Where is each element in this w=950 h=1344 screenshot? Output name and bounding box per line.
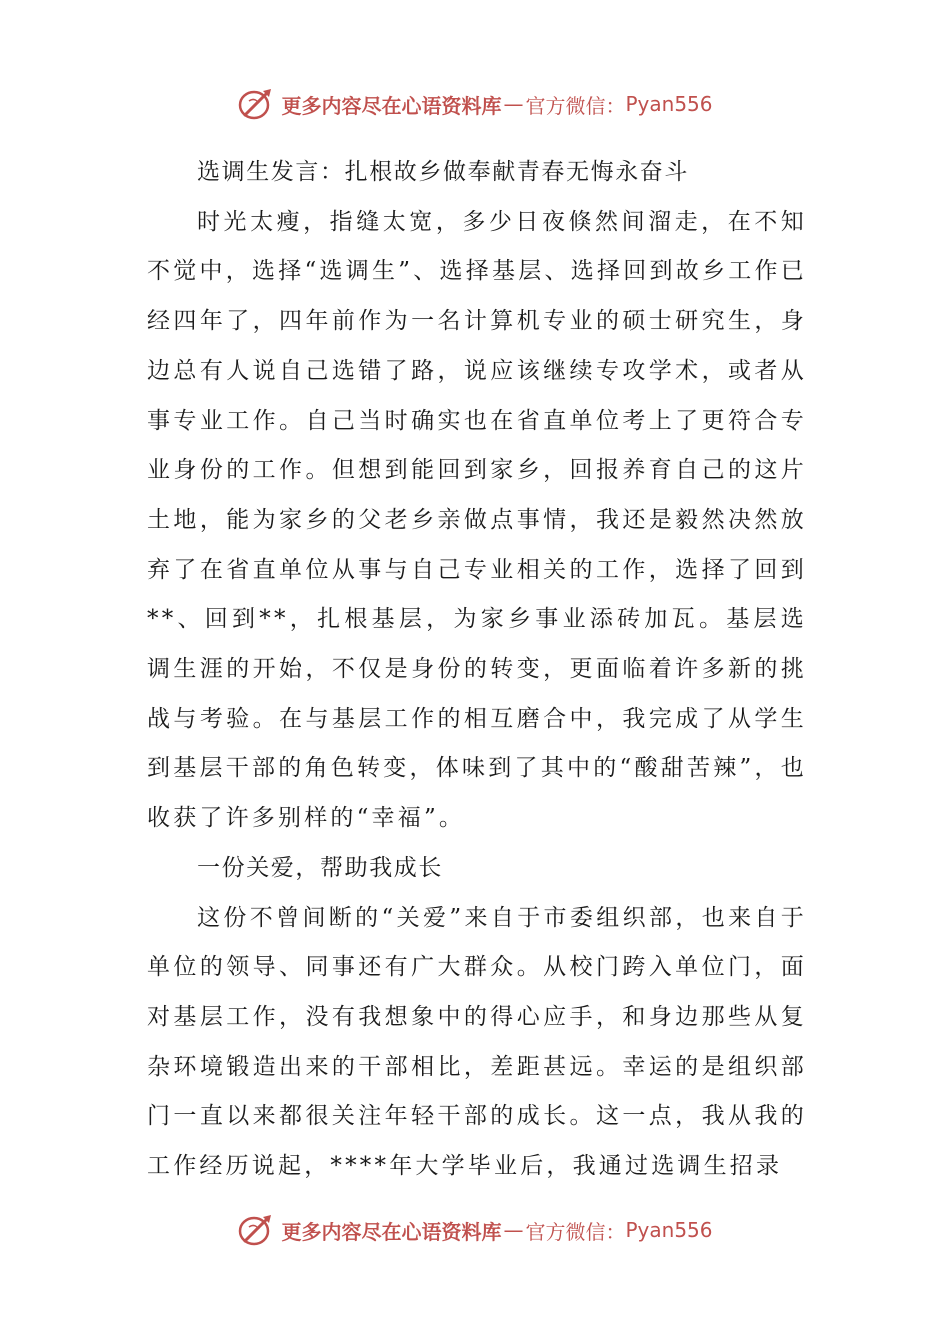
watermark-footer [0, 1210, 950, 1250]
watermark-dash: — [503, 92, 524, 116]
pen-circle-logo-icon [237, 1213, 275, 1247]
section-heading: 一份关爱，帮助我成长 [197, 854, 443, 881]
watermark-text: 更多内容尽在心语资料库 [281, 1219, 502, 1244]
pen-circle-logo-icon [237, 87, 275, 121]
paragraph: 时光太瘦，指缝太宽，多少日夜倏然间溜走，在不知不觉中，选择“选调生”、选择基层、选择回到故乡工作已经四年了，四年前作为一名计算机专业的硕士研究生，身边总有人说自己选错了路，说应该继续专攻学术，或者从事专业工作。自己当时确实也在省直单位考上了更符合专业身份的工作。但想到能回到家乡，回报养育自己的这片土地，能为家乡的父老乡亲做点事情，我还是毅然决然放弃了在省直单位从事与自己专业相关的工作，选择了回到**、回到**，扎根基层，为家乡事业添砖加瓦。基层选调生涯的开始，不仅是身份的转变，更面临着许多新的挑战与考验。在与基层工作的相互磨合中，我完成了从学生到基层干部的角色转变，体味到了其中的“酸甜苦辣”，也收获了许多别样的“幸福”。 [147, 208, 807, 832]
watermark-text: 更多内容尽在心语资料库 [281, 93, 502, 118]
wechat-label: 官方微信： [525, 93, 626, 118]
document-body [147, 148, 807, 1192]
wechat-id: Pyan556 [625, 92, 713, 116]
document-title: 选调生发言：扎根故乡做奉献青春无悔永奋斗 [197, 159, 689, 185]
paragraph: 这份不曾间断的“关爱”来自于市委组织部，也来自于单位的领导、同事还有广大群众。从校门跨入单位门，面对基层工作，没有我想象中的得心应手，和身边那些从复杂环境锻造出来的干部相比，差距甚远。幸运的是组织部门一直以来都很关注年轻干部的成长。这一点，我从我的工作经历说起，****年大学毕业后，我通过选调生招录 [147, 904, 807, 1180]
watermark-header [0, 84, 950, 124]
wechat-label: 官方微信： [525, 1219, 626, 1244]
wechat-id: Pyan556 [625, 1218, 713, 1242]
watermark-dash: — [503, 1218, 524, 1242]
